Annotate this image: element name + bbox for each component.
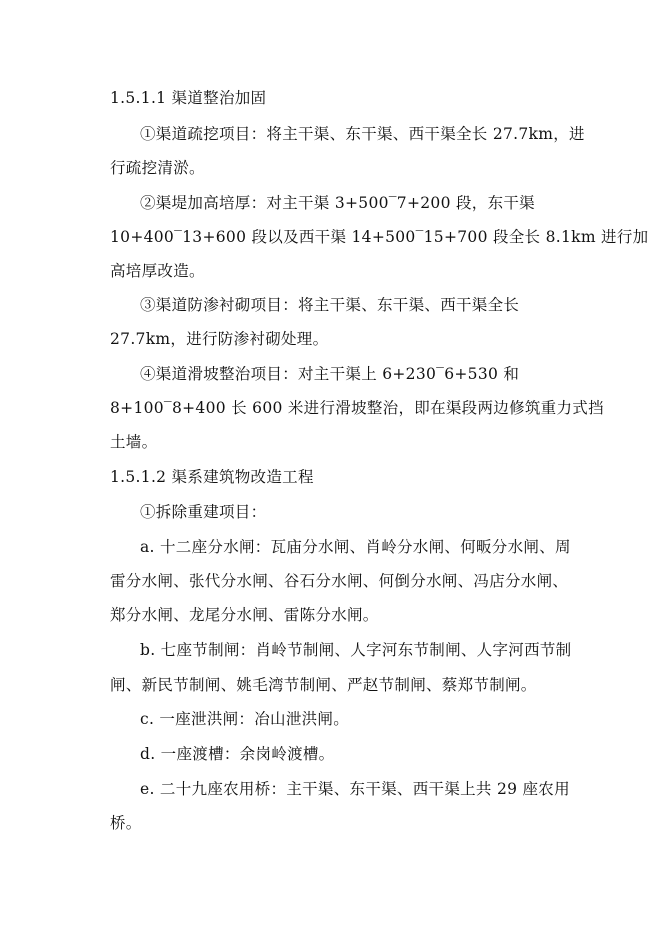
paragraph-line: c. 一座泄洪闸：冶山泄洪闸。 [140, 710, 350, 728]
paragraph-line: 桥。 [110, 814, 142, 832]
section-heading-1-5-1-1: 1.5.1.1 渠道整治加固 [110, 89, 267, 107]
paragraph-line: ②渠堤加高培厚：对主干渠 3+500‾7+200 段，东干渠 [140, 194, 535, 212]
section-heading-1-5-1-2: 1.5.1.2 渠系建筑物改造工程 [110, 468, 314, 486]
paragraph-line: ④渠道滑坡整治项目：对主干渠上 6+230‾6+530 和 [140, 365, 520, 383]
paragraph-line: ③渠道防渗衬砌项目：将主干渠、东干渠、西干渠全长 [140, 296, 520, 314]
paragraph-line: b. 七座节制闸：肖岭节制闸、人字河东节制闸、人字河西节制 [140, 641, 572, 659]
paragraph-line: 雷分水闸、张代分水闸、谷石分水闸、何倒分水闸、冯店分水闸、 [110, 572, 569, 590]
paragraph-line: ①渠道疏挖项目：将主干渠、东干渠、西干渠全长 27.7km，进 [140, 125, 585, 143]
paragraph-line: 郑分水闸、龙尾分水闸、雷陈分水闸。 [110, 606, 379, 624]
paragraph-line: 10+400‾13+600 段以及西干渠 14+500‾15+700 段全长 8.1km 进行加 [110, 228, 649, 246]
paragraph-line: 土墙。 [110, 433, 158, 451]
paragraph-line: d. 一座渡槽：余岗岭渡槽。 [140, 745, 335, 763]
paragraph-line: a. 十二座分水闸：瓦庙分水闸、肖岭分水闸、何畈分水闸、周 [140, 538, 571, 556]
paragraph-line: 行疏挖清淤。 [110, 159, 205, 177]
paragraph-line: 8+100‾8+400 长 600 米进行滑坡整治，即在渠段两边修筑重力式挡 [110, 399, 604, 417]
paragraph-line: e. 二十九座农用桥：主干渠、东干渠、西干渠上共 29 座农用 [140, 780, 570, 798]
paragraph-line: 27.7km，进行防渗衬砌处理。 [110, 330, 329, 348]
paragraph-line: ①拆除重建项目： [140, 503, 267, 521]
paragraph-line: 高培厚改造。 [110, 262, 205, 280]
paragraph-line: 闸、新民节制闸、姚毛湾节制闸、严赵节制闸、蔡郑节制闸。 [110, 676, 537, 694]
